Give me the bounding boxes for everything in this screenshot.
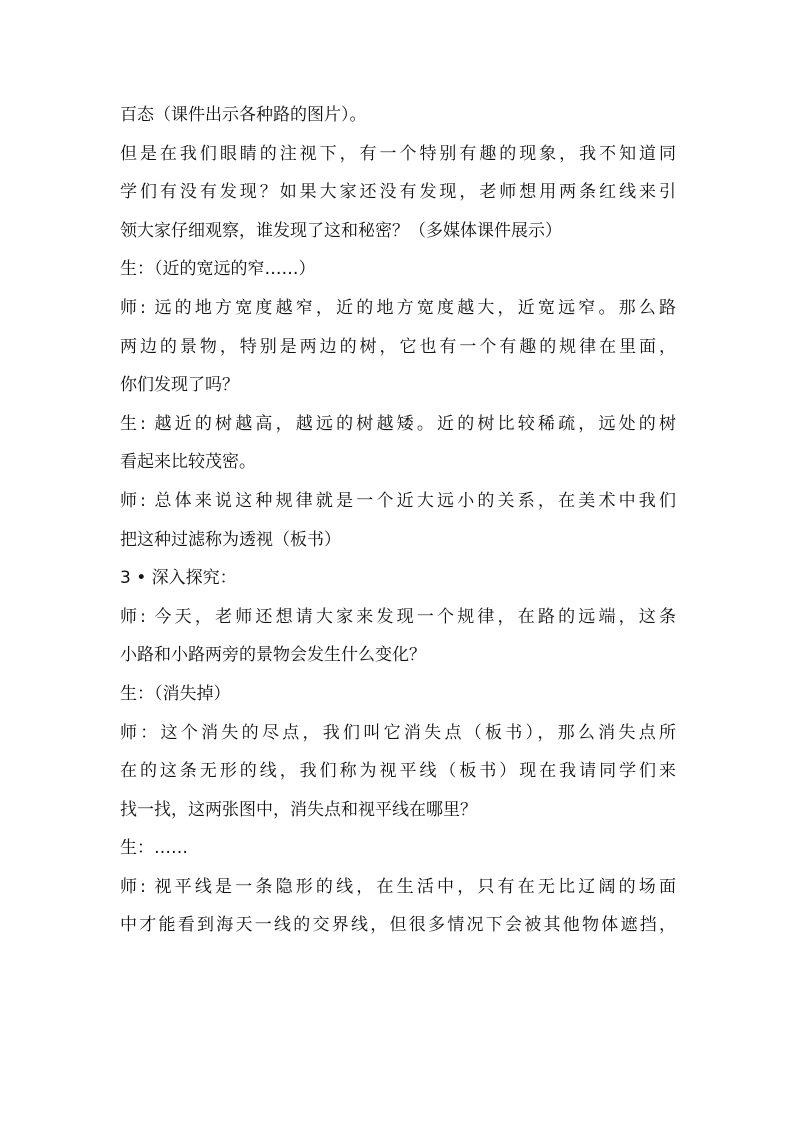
text-line: 生：（近的宽远的窄……） [120,259,316,280]
text-line: 你们发现了吗？ [120,375,239,396]
text-line: 生: 越近的树越高，越远的树越矮。近的树比较稀疏，远处的树 [120,413,676,434]
text-line: 把这种过滤称为透视（板书） [120,529,341,550]
text-line: 百态（课件出示各种路的图片）。 [120,105,367,125]
text-line: 生：（消失掉） [120,683,231,704]
text-line: 中才能看到海天一线的交界线，但很多情况下会被其他物体遮挡， [120,915,676,936]
document-body [120,96,676,945]
text-line: 生：…… [120,838,188,859]
text-line: 师：这个消失的尽点，我们叫它消失点（板书），那么消失点所 [120,722,676,743]
text-line: 在的这条无形的线，我们称为视平线（板书）现在我请同学们来 [120,761,676,782]
text-line: 看起来比较茂密。 [120,452,256,473]
text-line: 师: 今天，老师还想请大家来发现一个规律，在路的远端，这条 [120,606,676,627]
text-line: 领大家仔细观察，谁发现了这和秘密？（多媒体课件展示） [120,220,562,241]
text-line: 找一找，这两张图中，消失点和视平线在哪里？ [120,799,477,820]
text-line: 但是在我们眼睛的注视下，有一个特别有趣的现象，我不知道同 [120,143,676,164]
text-line: 学们有没有发现？如果大家还没有发现，老师想用两条红线来引 [120,182,676,203]
text-line: 师: 视平线是一条隐形的线，在生活中，只有在无比辽阔的场面 [120,876,676,897]
section-heading: 3 • 深入探究： [120,568,237,589]
text-line: 小路和小路两旁的景物会发生什么变化？ [120,645,426,666]
text-line: 两边的景物，特别是两边的树，它也有一个有趣的规律在里面， [120,336,676,357]
text-line: 师: 总体来说这种规律就是一个近大远小的关系，在美术中我们 [120,490,676,511]
text-line: 师: 远的地方宽度越窄，近的地方宽度越大，近宽远窄。那么路 [120,297,676,318]
